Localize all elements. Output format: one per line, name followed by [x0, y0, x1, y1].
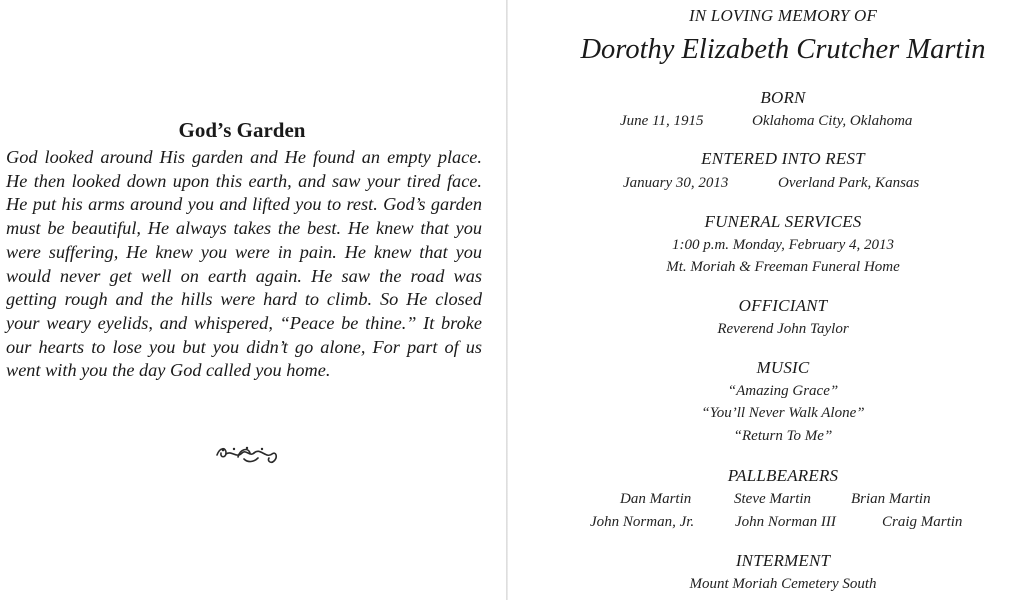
entered-into-rest-heading: ENTERED INTO REST: [701, 149, 865, 168]
song-3: “Return To Me”: [733, 428, 833, 444]
pallbearer-2: Steve Martin: [734, 491, 812, 507]
pallbearer-6: Craig Martin: [882, 514, 963, 530]
song-2: “You’ll Never Walk Alone”: [701, 405, 865, 421]
song-1: “Amazing Grace”: [727, 383, 839, 399]
scroll-flourish-icon: [214, 441, 280, 467]
born-place: Oklahoma City, Oklahoma: [752, 113, 913, 129]
memorial-header: IN LOVING MEMORY OF: [688, 6, 878, 25]
officiant-name: Reverend John Taylor: [717, 321, 849, 337]
rest-place: Overland Park, Kansas: [778, 175, 920, 191]
pallbearer-5: John Norman III: [735, 514, 836, 530]
pallbearer-1: Dan Martin: [620, 491, 692, 507]
interment-heading: INTERMENT: [735, 551, 831, 570]
page-fold: [506, 0, 508, 600]
born-heading: BORN: [760, 88, 806, 107]
funeral-services-heading: FUNERAL SERVICES: [704, 212, 862, 231]
left-panel: [0, 0, 506, 600]
right-panel: [510, 0, 1017, 600]
rest-date: January 30, 2013: [623, 175, 729, 191]
poem-title: God’s Garden: [178, 118, 306, 142]
officiant-heading: OFFICIANT: [738, 296, 828, 315]
pallbearer-4: John Norman, Jr.: [590, 514, 695, 530]
deceased-name: Dorothy Elizabeth Crutcher Martin: [580, 34, 986, 65]
music-heading: MUSIC: [756, 358, 810, 377]
pallbearer-3: Brian Martin: [851, 491, 931, 507]
interment-place: Mount Moriah Cemetery South: [689, 576, 877, 592]
born-date: June 11, 1915: [620, 113, 704, 129]
pallbearers-heading: PALLBEARERS: [727, 466, 839, 485]
funeral-place: Mt. Moriah & Freeman Funeral Home: [666, 259, 900, 275]
poem-body: God looked around His garden and He found an empty place. He then looked down upon this earth, and saw your tired face. He put his arms around you and lifted you to rest. God’s garden must be beautiful, He always takes the best. He knew that you were suffering, He knew you were in pain. He knew that you would never get well on earth again. He saw the road was getting rough and the hills were hard to climb. So He closed your weary eyelids, and whispered, “Peace be thine.” It broke our hearts to lose you but you didn’t go alone, For part of us went with you the day God called you home.: [6, 147, 482, 381]
funeral-time: 1:00 p.m. Monday, February 4, 2013: [671, 237, 895, 253]
